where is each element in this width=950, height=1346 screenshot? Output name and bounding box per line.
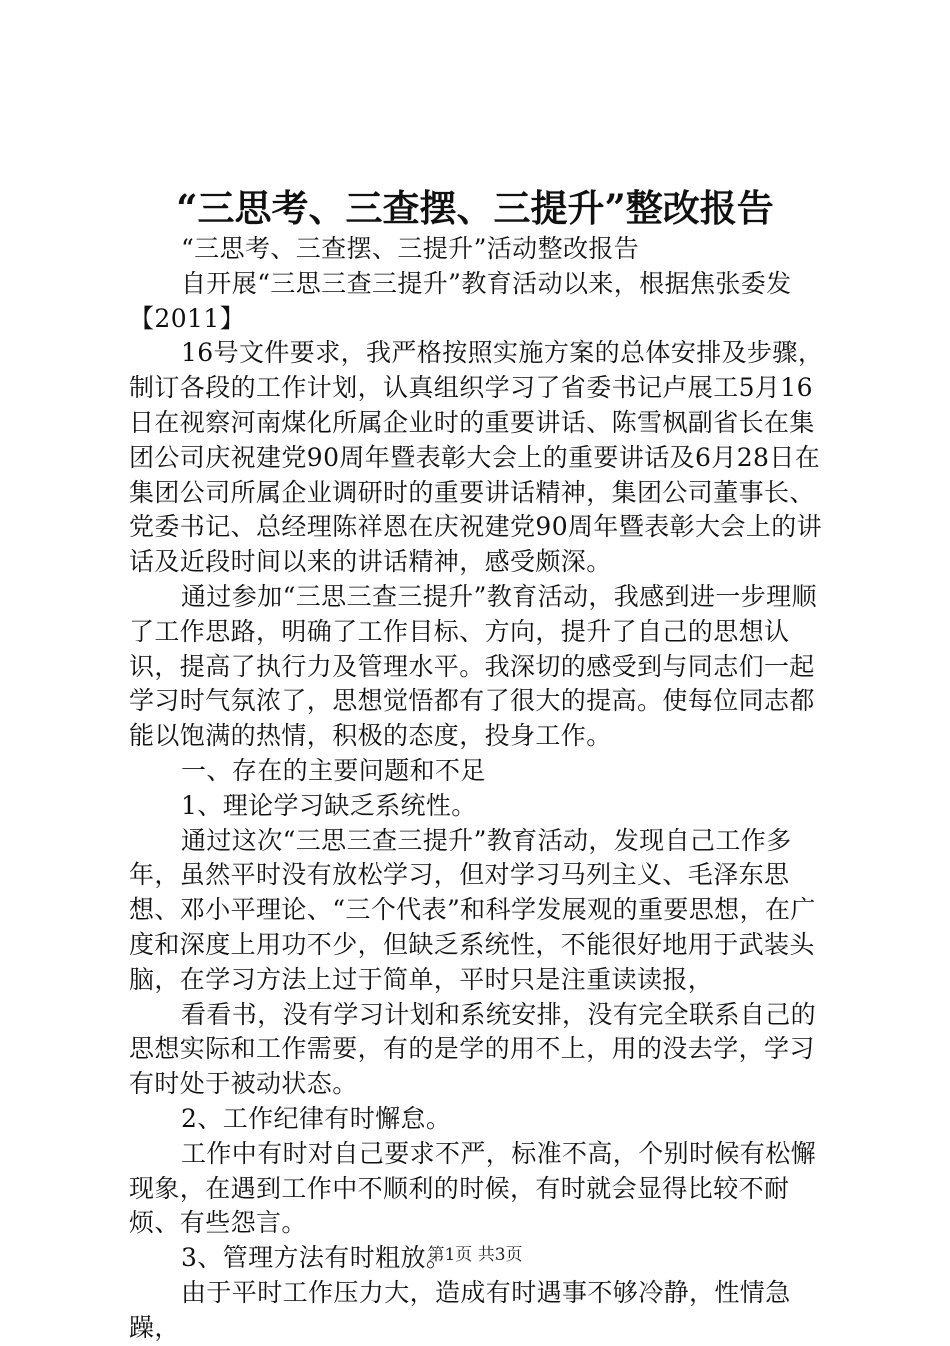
document-body (129, 232, 835, 1346)
paragraph-participation: 通过参加“三思三查三提升”教育活动，我感到进一步理顺了工作思路，明确了工作目标、方向，提升了自己的思想认识，提高了执行力及管理水平。我深切的感受到与同志们一起学习时气氛浓了，思想觉悟都有了很大的提高。使每位同志都能以饱满的热情，积极的态度，投身工作。 (129, 581, 817, 751)
paragraph-item-3: 由于平时工作压力大，造成有时遇事不够冷静，性情急躁， (129, 1277, 791, 1342)
paragraph-study: 16号文件要求，我严格按照实施方案的总体安排及步骤，制订各段的工作计划，认真组织学习了省委书记卢展工5月16日在视察河南煤化所属企业时的重要讲话、陈雪枫副省长在集团公司庆祝建党90周年暨表彰大会上的重要讲话及6月28日在集团公司所属企业调研时的重要讲话精神，集团公司董事长、党委书记、总经理陈祥恩在庆祝建党90周年暨表彰大会上的讲话及近段时间以来的讲话精神，感受颇深。 (129, 338, 824, 577)
paragraph-intro: 自开展“三思三查三提升”教育活动以来，根据焦张委发 (181, 268, 792, 298)
item-heading-3: 3、管理方法有时粗放。 (181, 1243, 452, 1273)
paragraph-item-2: 工作中有时对自己要求不严，标准不高，个别时候有松懈现象，在遇到工作中不顺利的时候，有时就会显得比较不耐烦、有些怨言。 (129, 1138, 817, 1238)
paragraph-item-1-cont: 看看书，没有学习计划和系统安排，没有完全联系自己的思想实际和工作需要，有的是学的用不上，用的没去学，学习有时处于被动状态。 (129, 999, 817, 1099)
page-footer: 第1页 共3页 (427, 1245, 523, 1265)
item-heading-1: 1、理论学习缺乏系统性。 (181, 790, 477, 820)
paragraph-item-1: 通过这次“三思三查三提升”教育活动，发现自己工作多年，虽然平时没有放松学习，但对学习马列主义、毛泽东思想、邓小平理论、“三个代表”和科学发展观的重要思想，在广度和深度上用功不少，但缺乏系统性，不能很好地用于武装头脑，在学习方法上过于简单，平时只是注重读读报， (129, 825, 816, 994)
paragraph-doc-number: 【2011】 (129, 303, 246, 333)
paragraph-subtitle: “三思考、三查摆、三提升”活动整改报告 (181, 234, 640, 263)
document-title: “三思考、三查摆、三提升”整改报告 (176, 186, 774, 230)
item-heading-2: 2、工作纪律有时懈怠。 (181, 1103, 452, 1133)
section-heading-problems: 一、存在的主要问题和不足 (181, 755, 486, 785)
